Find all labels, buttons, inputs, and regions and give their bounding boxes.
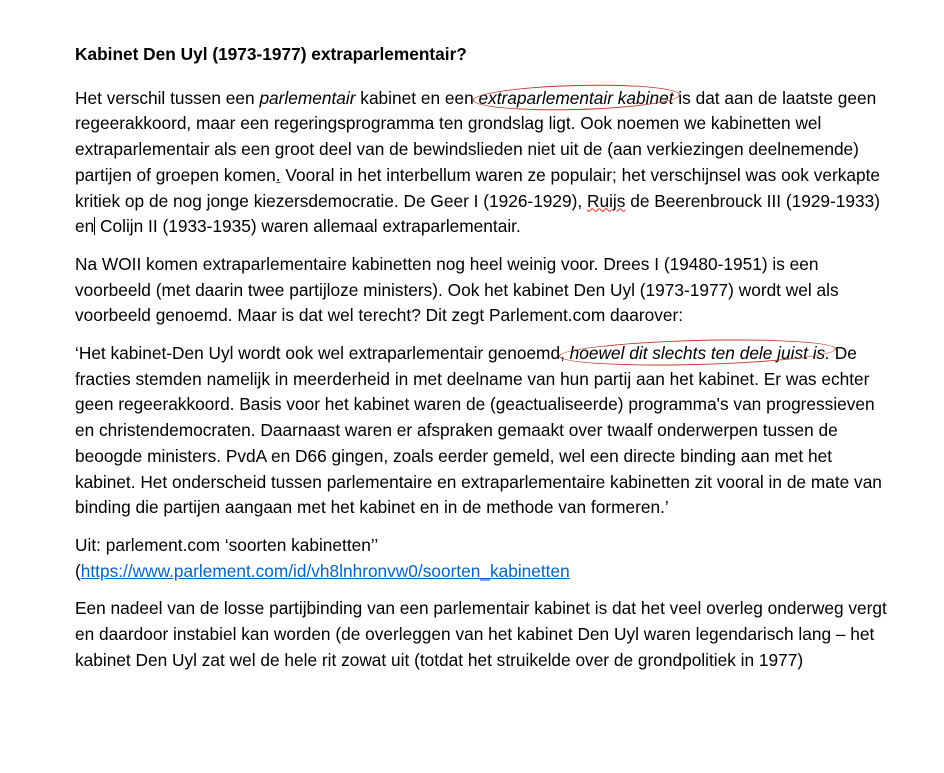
paragraph-quote	[75, 341, 890, 521]
p1-text-4: Vooral in het interbellum waren ze populair; het verschijnsel was ook verkapte kritiek op de nog jonge kiezersdemocratie. De Geer I (1926-1929),	[75, 164, 881, 211]
source-line: Uit: parlement.com ‘soorten kabinetten’’	[75, 534, 379, 555]
spellcheck-word-ruijs: Ruijs	[587, 190, 626, 211]
source-url-link[interactable]: https://www.parlement.com/id/vh8lnhronvw0/soorten_kabinetten	[80, 560, 570, 581]
source-paren: (	[75, 560, 81, 581]
quote-text-2: De fracties stemden namelijk in meerderheid in met deelname van hun partij aan het kabinet. Er was echter geen regeerakkoord. Basis voor het kabinet waren de (geactualiseerde) programma's van progressieven en christendemocraten. Daarnaast waren er afspraken gemaakt over twaalf onderwerpen tussen de beoogde ministers. PvdA en D66 gingen, zoals eerder gemeld, wel een directe binding aan met het kabinet. Het onderscheid tussen parlementaire en extraparlementaire kabinetten zit vooral in de mate van binding die partijen aangaan met het kabinet en in de methode van formeren.’	[75, 343, 882, 518]
p1-text-3: is dat aan de laatste geen regeerakkoord, maar een regeringsprogramma ten grondslag ligt. Ook noemen we kabinetten wel extraparlementair als een groot deel van de bewindslieden niet uit de (aan verkiezingen deelnemende) partijen of groepen komen	[75, 87, 877, 185]
p1-italic-parlementair: parlementair	[259, 87, 356, 108]
paragraph-4: Een nadeel van de losse partijbinding van een parlementair kabinet is dat het veel overleg onderweg vergt en daardoor instabiel kan worden (de overleggen van het kabinet Den Uyl waren legendarisch lang – het kabinet Den Uyl zat wel de hele rit zowat uit (totdat het struikelde over de grondpolitiek in 1977)	[75, 598, 887, 670]
p1-text-5: de Beerenbrouck III (1929-1933) en	[75, 190, 880, 237]
circled-phrase-extraparlementair: extraparlementair kabinet	[478, 87, 674, 108]
source-citation	[75, 533, 890, 584]
document-title: Kabinet Den Uyl (1973-1977) extraparlementair?	[75, 44, 467, 64]
p1-text-2: kabinet en een	[355, 87, 479, 108]
paragraph-1	[75, 86, 890, 240]
quote-text-1: ‘Het kabinet-Den Uyl wordt ook wel extraparlementair genoemd,	[75, 343, 565, 364]
p1-underlined-dot: .	[275, 164, 281, 185]
circled-phrase-hoewel: hoewel dit slechts ten dele juist is.	[564, 343, 830, 364]
paragraph-2: Na WOII komen extraparlementaire kabinetten nog heel weinig voor. Drees I (19480-1951) is een voorbeeld (met daarin twee partijloze ministers). Ook het kabinet Den Uyl (1973-1977) wordt wel als voorbeeld genoemd. Maar is dat wel terecht? Dit zegt Parlement.com daarover:	[75, 253, 839, 326]
document-page[interactable]	[75, 42, 890, 685]
p1-text-6: Colijn II (1933-1935) waren allemaal extraparlementair.	[95, 216, 521, 237]
p1-text-1: Het verschil tussen een	[75, 87, 260, 108]
